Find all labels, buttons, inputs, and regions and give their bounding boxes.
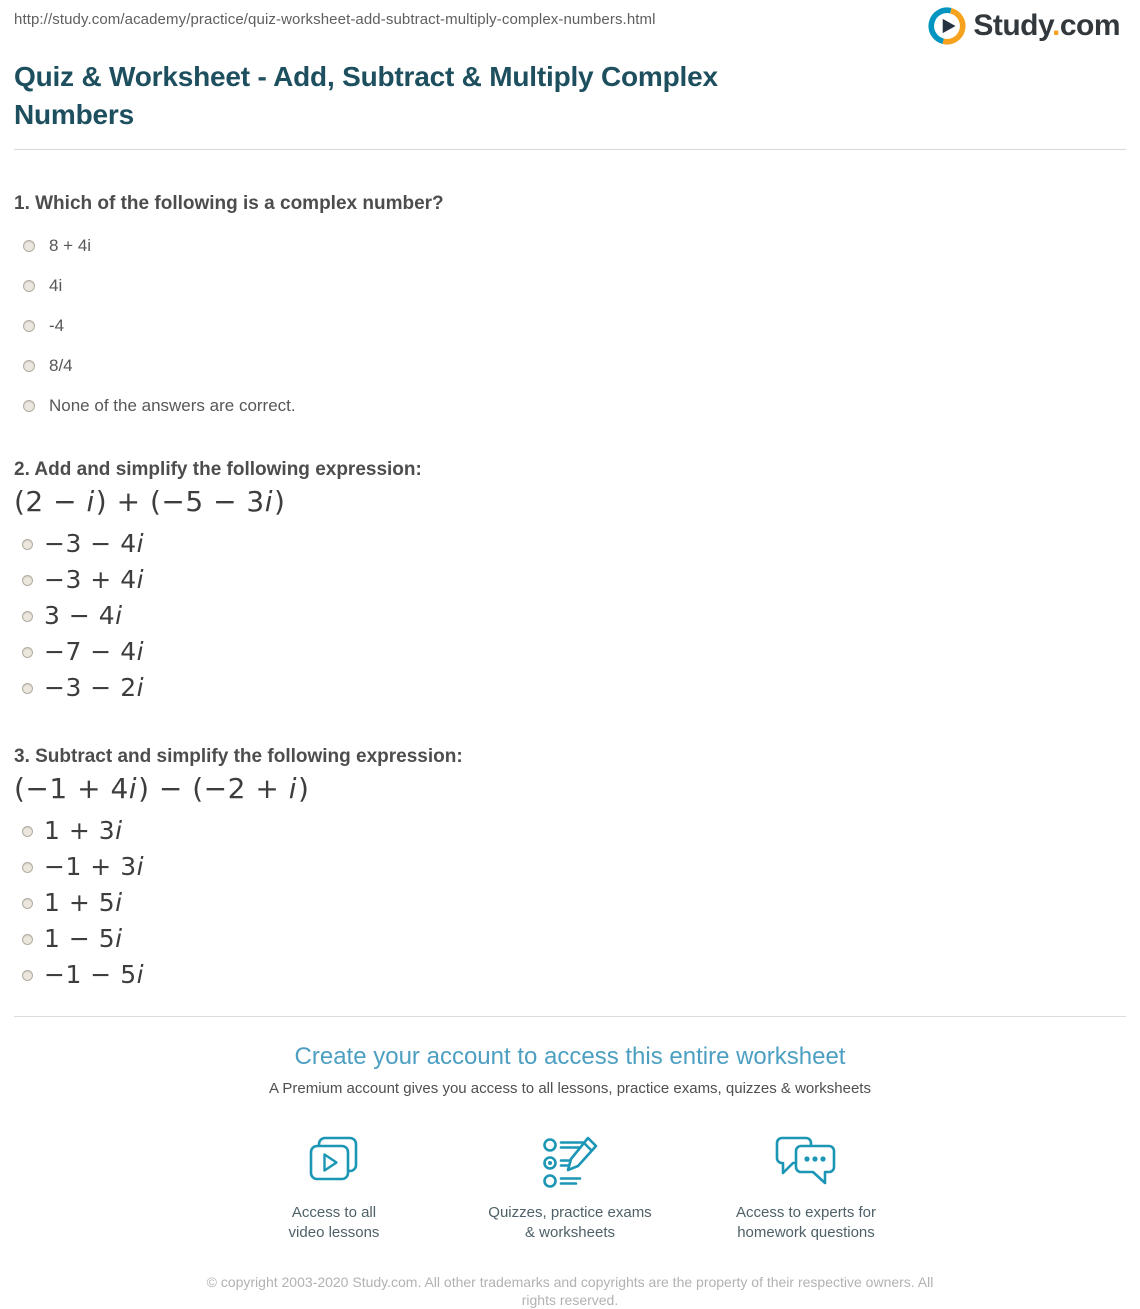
feature-video-lessons	[216, 1129, 452, 1243]
page-title: Quiz & Worksheet - Add, Subtract & Multiply Complex Numbers	[14, 61, 718, 130]
answer-option[interactable]	[14, 601, 1126, 631]
radio-button[interactable]	[23, 360, 35, 372]
feature-list	[14, 1129, 1126, 1243]
page-url: http://study.com/academy/practice/quiz-worksheet-add-subtract-multiply-complex-numbers.html	[14, 11, 656, 28]
answer-option[interactable]	[14, 637, 1126, 667]
feature-label: Access to all video lessons	[288, 1204, 380, 1241]
title-divider	[14, 149, 1126, 150]
option-label: 8 + 4i	[49, 236, 92, 255]
question-2	[14, 458, 1126, 703]
option-label: 3 − 4i	[44, 601, 123, 630]
logo-wordmark: Study.com	[973, 9, 1120, 42]
answer-option[interactable]	[14, 316, 1126, 336]
question-3	[14, 745, 1126, 990]
option-label: −7 − 4i	[44, 637, 145, 666]
answer-option[interactable]	[14, 924, 1126, 954]
option-label: −3 + 4i	[44, 565, 145, 594]
option-label: −3 − 4i	[44, 529, 145, 558]
option-label: 8/4	[49, 356, 73, 375]
option-label: 1 + 5i	[44, 888, 123, 917]
question-3-expression: (−1 + 4i) − (−2 + i)	[14, 772, 310, 805]
question-2-options	[14, 529, 1126, 703]
radio-button[interactable]	[23, 400, 35, 412]
studycom-logo[interactable]	[928, 7, 1120, 45]
answer-option[interactable]	[14, 673, 1126, 703]
radio-button[interactable]	[22, 862, 33, 873]
question-2-expression: (2 − i) + (−5 − 3i)	[14, 485, 286, 518]
question-3-options	[14, 816, 1126, 990]
quiz-worksheet-icon	[538, 1135, 602, 1191]
option-label: −1 + 3i	[44, 852, 145, 881]
premium-subheading: A Premium account gives you access to all lessons, practice exams, quizzes & worksheets	[269, 1080, 871, 1097]
option-label: -4	[49, 316, 65, 335]
radio-button[interactable]	[23, 240, 35, 252]
answer-option[interactable]	[14, 276, 1126, 296]
answer-option[interactable]	[14, 529, 1126, 559]
answer-option[interactable]	[14, 236, 1126, 256]
copyright-notice: © copyright 2003-2020 Study.com. All other trademarks and copyrights are the property of their respective owners. All rights reserved.	[206, 1274, 934, 1308]
experts-chat-icon	[773, 1135, 839, 1191]
feature-expert-help	[688, 1129, 924, 1243]
answer-option[interactable]	[14, 396, 1126, 416]
answer-option[interactable]	[14, 816, 1126, 846]
radio-button[interactable]	[23, 320, 35, 332]
radio-button[interactable]	[22, 647, 33, 658]
radio-button[interactable]	[22, 683, 33, 694]
cta-section	[14, 1017, 1126, 1309]
answer-option[interactable]	[14, 356, 1126, 376]
studycom-logo-icon	[928, 7, 966, 45]
option-label: 1 + 3i	[44, 816, 123, 845]
option-label: None of the answers are correct.	[49, 396, 296, 415]
feature-label: Quizzes, practice exams & worksheets	[488, 1204, 652, 1241]
answer-option[interactable]	[14, 888, 1126, 918]
feature-quizzes-worksheets	[452, 1129, 688, 1243]
option-label: −3 − 2i	[44, 673, 145, 702]
option-label: 4i	[49, 276, 63, 295]
radio-button[interactable]	[22, 970, 33, 981]
radio-button[interactable]	[22, 611, 33, 622]
question-1	[14, 192, 1126, 416]
question-3-title: 3. Subtract and simplify the following expression:	[14, 746, 463, 767]
radio-button[interactable]	[22, 826, 33, 837]
option-label: −1 − 5i	[44, 960, 145, 989]
logo-dot: .	[1051, 9, 1060, 42]
radio-button[interactable]	[22, 934, 33, 945]
question-2-title: 2. Add and simplify the following expression:	[14, 459, 422, 480]
question-1-title: 1. Which of the following is a complex number?	[14, 193, 444, 214]
option-label: 1 − 5i	[44, 924, 123, 953]
feature-label: Access to experts for homework questions	[735, 1204, 877, 1241]
video-lessons-icon	[302, 1135, 366, 1191]
question-1-options	[14, 236, 1126, 416]
answer-option[interactable]	[14, 960, 1126, 990]
radio-button[interactable]	[22, 539, 33, 550]
radio-button[interactable]	[22, 898, 33, 909]
radio-button[interactable]	[22, 575, 33, 586]
radio-button[interactable]	[23, 280, 35, 292]
answer-option[interactable]	[14, 852, 1126, 882]
create-account-link[interactable]: Create your account to access this entire worksheet	[294, 1043, 846, 1070]
answer-option[interactable]	[14, 565, 1126, 595]
